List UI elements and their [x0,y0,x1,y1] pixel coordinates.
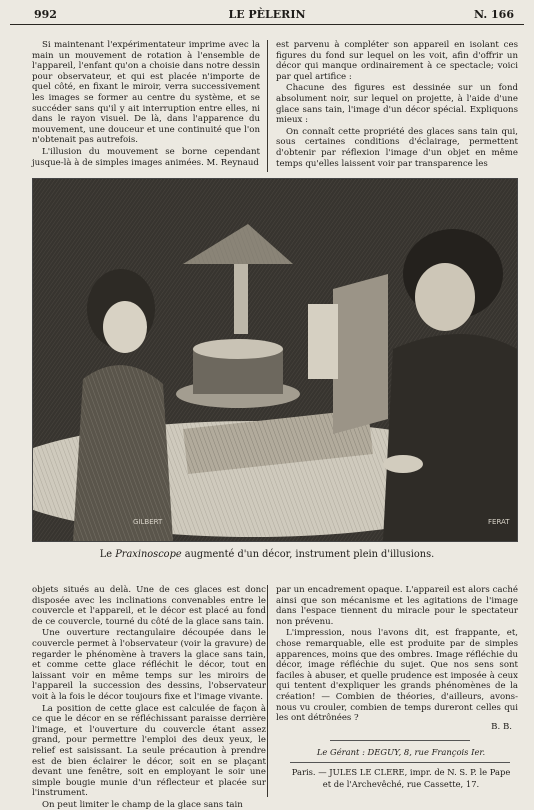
caption-text: augmenté d'un décor, instrument plein d'illusions. [184,549,435,560]
footer-rule [330,740,470,741]
paragraph: Chacune des figures est dessinée sur un fond absolument noir, sur lequel on projette, à l'aide d'une glace sans tain, l'image d'un décor spécial. Expliquons mieux : [276,83,518,126]
page-header [10,6,524,24]
paragraph: Si maintenant l'expérimentateur imprime avec la main un mouvement de rotation à l'ensemble de l'appareil, l'enfant qu'on a choisie dans notre dessin pour observateur, et qui est placée n'importe de quel côté, en fixant le miroir, verra successivement les images se former au centre du système, et se succéder sans qu'il y ait interruption entre elles, ni dans le rayon visuel. De là, dans l'apparence du mouvement, une douceur et une continuité que l'on n'obtenait pas autrefois. [32,40,260,146]
bottom-right-column [276,585,518,725]
publisher-line: Le Gérant : DEGUY, 8, rue François Ier. [316,747,486,757]
paragraph: On peut limiter le champ de la glace sans tain [42,799,243,810]
page-number: 992 [34,8,57,21]
paragraph: est parvenu à compléter son appareil en isolant ces figures du fond sur lequel on les voit, afin d'offrir un décor qui manque ordinairement à ce spectacle; voici par quel artifice : [276,40,518,82]
paragraph: On connaît cette propriété des glaces sans tain qui, sous certaines conditions d'éclairage, permettent d'obtenir par réflexion l'image d'un objet en même temps qu'elles laissent voir par transparence les [276,126,518,169]
footer-rule [290,762,510,763]
printer-line-2: et de l'Archevêché, rue Cassette, 17. [322,779,480,789]
issue-number: N. 166 [474,8,514,21]
engraver-signature-left: GILBERT [133,518,163,526]
header-rule [10,24,524,25]
bottom-left-column [32,585,266,810]
paragraph: par un encadrement opaque. L'appareil est alors caché ainsi que son mécanisme et les agitations de l'image dans l'espace tiennent du miracle pour le spectateur non prévenu. [276,585,518,627]
figure-caption [0,549,534,560]
paragraph: Une ouverture rectangulaire découpée dans le couvercle permet à l'observateur (voir la gravure) de regarder le phénomène à travers la glace sans tain, et comme cette glace réfléchit le décor, tout en laissant voir en même temps sur les miroirs de l'appareil la succession des dessins, l'observateur voit à la fois le décor toujours fixe et l'image vivante. [32,628,266,702]
publication-title: LE PÈLERIN [228,8,306,21]
engraver-signature-right: FERAT [488,518,510,526]
caption-prefix: Le [99,549,113,560]
engraving-illustration [33,179,517,541]
paragraph: objets situés au delà. Une de ces glaces est donc disposée avec les inclinations convenables entre le couvercle et l'appareil, et le décor est placé au fond de ce couvercle, tourné du côté de la glace sans tain. [32,585,266,627]
paragraph: L'illusion du mouvement se borne cependant jusque-là à de simples images animées. M. Reynaud [32,146,260,168]
column-rule [267,585,268,797]
man-figure [383,229,517,541]
column-rule [267,40,268,172]
paragraph: L'impression, nous l'avons dit, est frappante, et, chose remarquable, elle est produite par de simples apparences, moins que des ombres. Image réfléchie du décor, image réfléchie du sujet. Que nos sens sont faciles à abuser, et quelle prudence est imposée à ceux qui tentent d'expliquer les grands phénomènes de la création! — Combien de théories, d'ailleurs, avons-nous vu crouler, combien de temps dureront celles qui les ont détrônées ? [276,628,518,724]
praxinoscope-drum [176,339,300,408]
printer-line-1: Paris. — JULES LE CLERE, impr. de N. S. P. le Pape [291,767,511,777]
praxinoscope-engraving [32,178,518,542]
author-initials: B. B. [491,722,512,732]
caption-instrument-name: Praxinoscope [115,549,182,560]
paragraph: La position de cette glace est calculée de façon à ce que le décor en se réfléchissant paraisse derrière l'image, et l'ouverture du couvercle étant assez grand, pour permettre l'emploi des deux yeux, le relief est saisissant. La seule précaution à prendre est de bien éclairer le décor, soit en se plaçant devant une fenêtre, soit en employant le soir une simple bougie munie d'un réflecteur et placée sur l'instrument. [32,703,266,799]
top-left-column [32,40,260,172]
top-right-column [276,40,518,172]
